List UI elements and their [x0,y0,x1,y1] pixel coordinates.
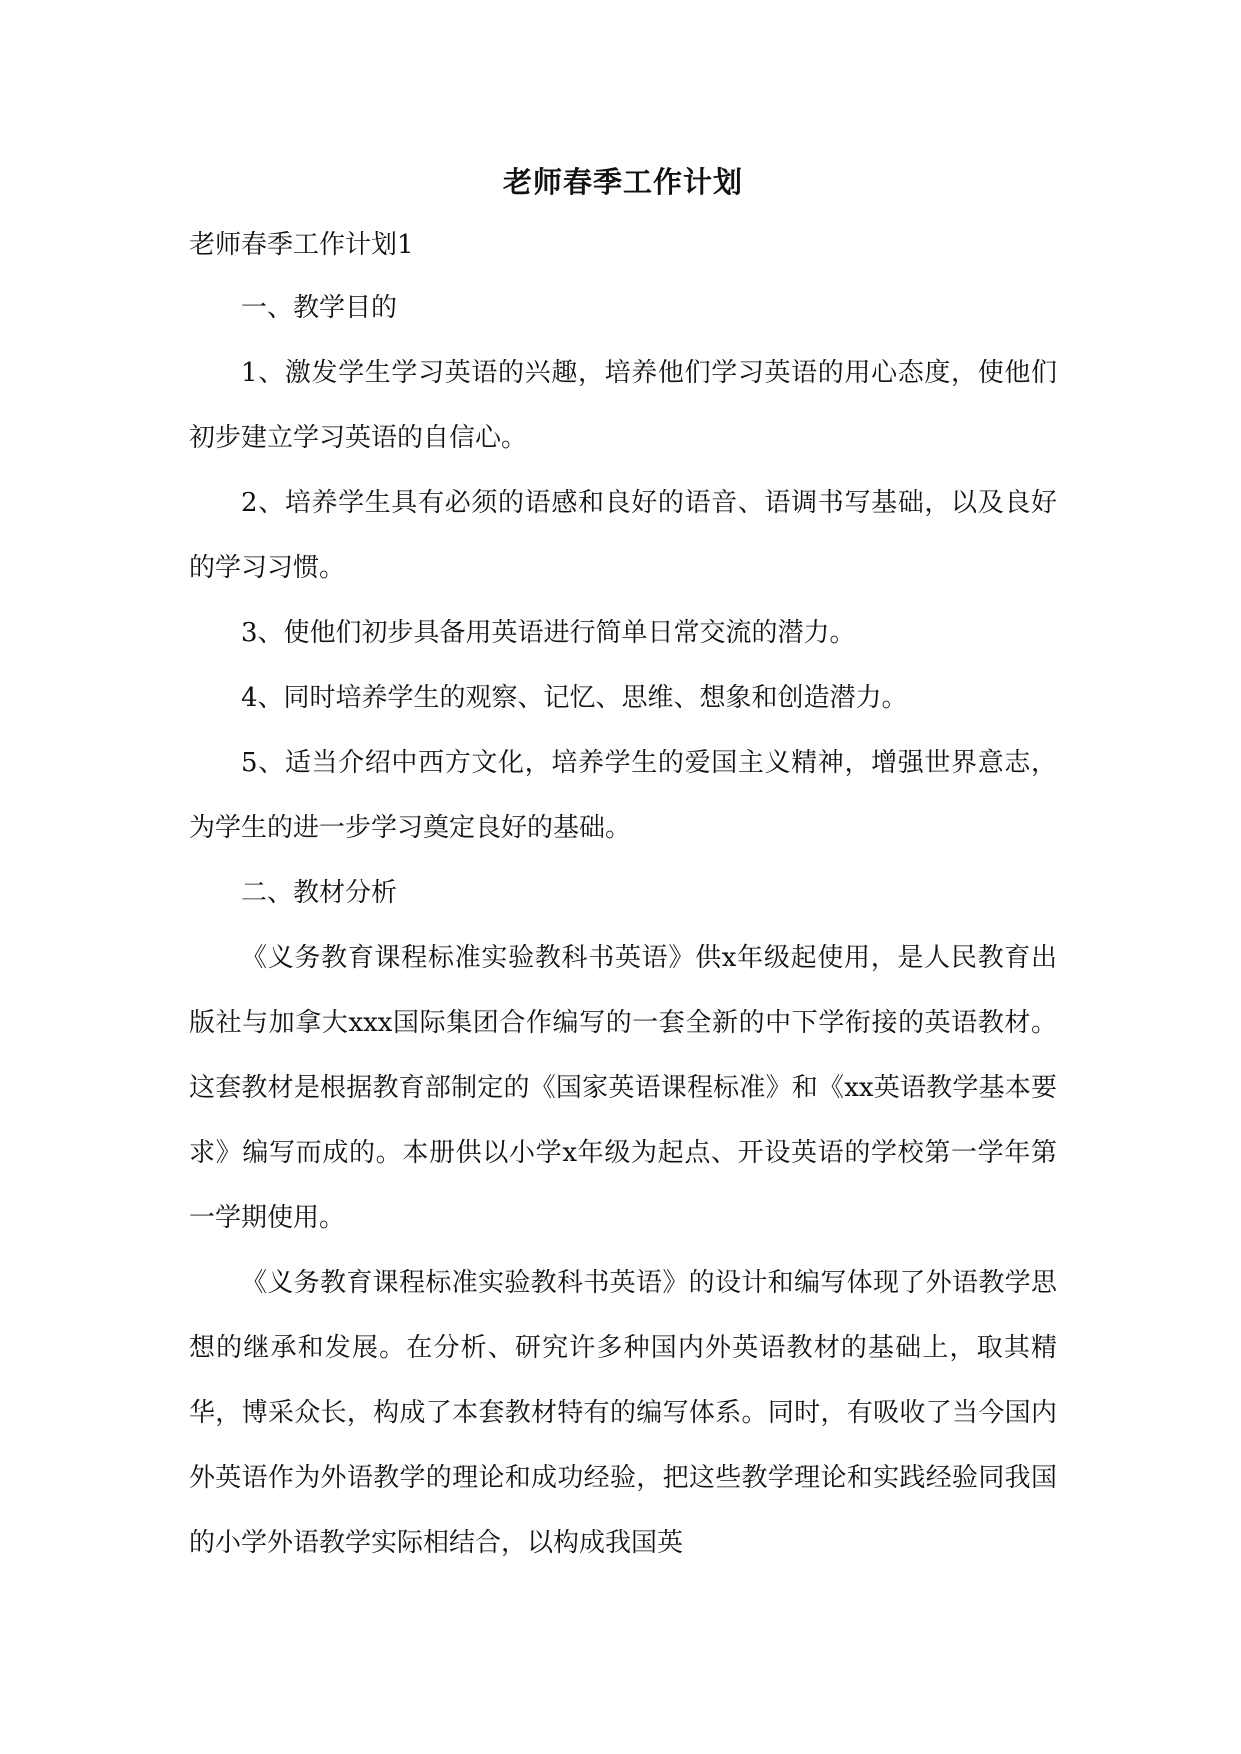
document-body [189,152,1057,1576]
section-subtitle: 老师春季工作计划1 [189,230,414,260]
goal-item-4: 4、同时培养学生的观察、记忆、思维、想象和创造潜力。 [241,683,908,713]
heading-teaching-goals: 一、教学目的 [241,293,398,323]
analysis-paragraph-1: 《义务教育课程标准实验教科书英语》供x年级起使用，是人民教育出版社与加拿大xxx国际集团合作编写的一套全新的中下学衔接的英语教材。这套教材是根据教育部制定的《国家英语课程标准》和《xx英语教学基本要求》编写而成的。本册供以小学x年级为起点、开设英语的学校第一学年第一学期使用。 [189,943,1057,1233]
goal-item-5: 5、适当介绍中西方文化，培养学生的爱国主义精神，增强世界意志，为学生的进一步学习奠定良好的基础。 [189,748,1057,843]
heading-textbook-analysis: 二、教材分析 [241,878,398,908]
document-title: 老师春季工作计划 [502,165,743,199]
goal-item-3: 3、使他们初步具备用英语进行简单日常交流的潜力。 [241,618,856,648]
goal-item-2: 2、培养学生具有必须的语感和良好的语音、语调书写基础，以及良好的学习习惯。 [189,488,1057,583]
analysis-paragraph-2: 《义务教育课程标准实验教科书英语》的设计和编写体现了外语教学思想的继承和发展。在分析、研究许多种国内外英语教材的基础上，取其精华，博采众长，构成了本套教材特有的编写体系。同时，有吸收了当今国内外英语作为外语教学的理论和成功经验，把这些教学理论和实践经验同我国的小学外语教学实际相结合，以构成我国英 [189,1268,1057,1558]
goal-item-1: 1、激发学生学习英语的兴趣，培养他们学习英语的用心态度，使他们初步建立学习英语的自信心。 [189,358,1057,453]
